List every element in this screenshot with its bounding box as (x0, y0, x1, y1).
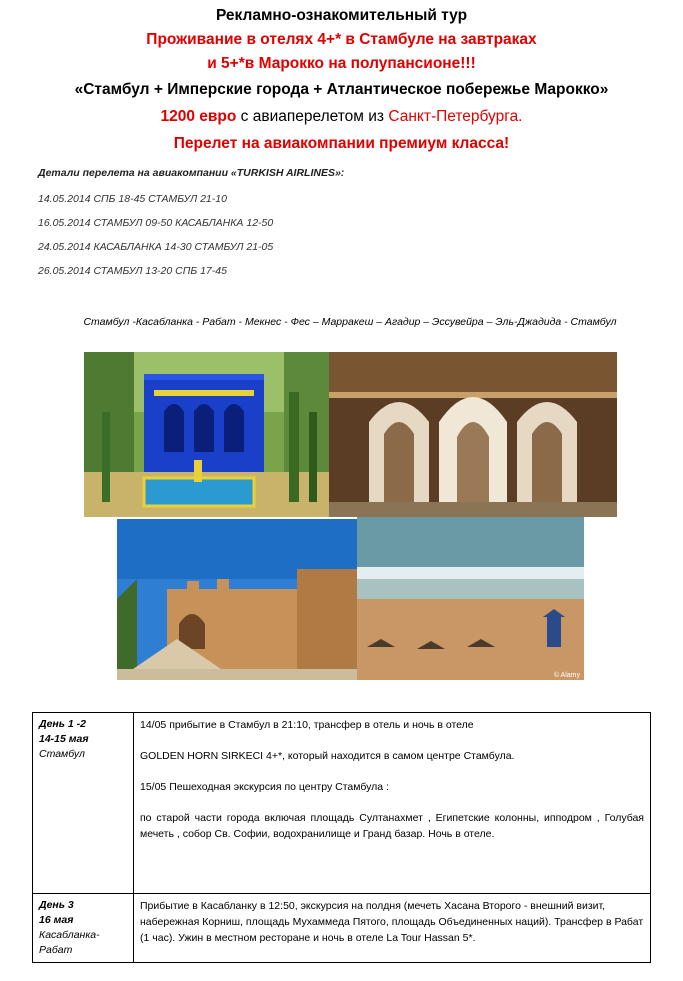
day-cell (33, 894, 134, 963)
price: 1200 евро (160, 108, 237, 125)
morocco-hotel-line: и 5+*в Марокко на полупансионе!!! (207, 55, 476, 72)
premium-line: Перелет на авиакомпании премиум класса! (173, 135, 510, 152)
flight-line: 14.05.2014 СПБ 18-45 СТАМБУЛ 21-10 (38, 193, 227, 205)
price-mid: с авиаперелетом из (236, 108, 389, 125)
flight-line: 16.05.2014 СТАМБУЛ 09-50 КАСАБЛАНКА 12-50 (38, 217, 274, 229)
istanbul-hotel-line: Проживание в отелях 4+* в Стамбуле на завтраках (146, 31, 537, 48)
mosque-interior-photo (329, 352, 617, 517)
beach-photo (357, 517, 584, 680)
day-place: Стамбул (39, 748, 85, 760)
rabat-kasbah-photo (117, 519, 357, 680)
itinerary-route: Стамбул -Касабланка - Рабат - Мекнес - Фес – Марракеш – Агадир – Эссувейра – Эль-Джадида - Стамбул (83, 316, 617, 328)
description-paragraph: GOLDEN HORN SIRKECI 4+*, который находится в самом центре Стамбула. (140, 750, 515, 762)
majorelle-garden-photo (84, 352, 329, 517)
flight-line: 24.05.2014 КАСАБЛАНКА 14-30 СТАМБУЛ 21-05 (38, 241, 274, 253)
table-row (33, 713, 651, 894)
flight-line: 26.05.2014 СТАМБУЛ 13-20 СПБ 17-45 (38, 265, 227, 277)
day-description (134, 713, 651, 894)
day-cell (33, 713, 134, 894)
description-paragraph: 15/05 Пешеходная экскурсия по центру Стамбула : (140, 781, 389, 793)
flight-title: Детали перелета на авиакомпании «TURKISH AIRLINES»: (38, 167, 345, 179)
day-dates: 14-15 мая (39, 733, 89, 745)
tour-title: Рекламно-ознакомительный тур (215, 7, 468, 24)
description-paragraph: 14/05 прибытие в Стамбул в 21:10, трансфер в отель и ночь в отеле (140, 719, 474, 731)
photo-credit: © Alamy (553, 672, 580, 679)
day-place: Касабланка-Рабат (39, 929, 100, 956)
table-row (33, 894, 651, 963)
day-label: День 3 (39, 899, 74, 911)
description-paragraph: по старой части города включая площадь Султанахмет , Египетские колонны, ипподром , Голубая мечеть , собор Св. Софии, водохранилище и Гранд базар. Ночь в отеле. (140, 812, 644, 840)
program-table (32, 712, 651, 963)
route-title: «Стамбул + Имперские города + Атлантическое побережье Марокко» (74, 81, 609, 98)
day-description: Прибытие в Касабланку в 12:50, экскурсия на полдня (мечеть Хасана Второго - внешний визит, набережная Корниш, площадь Мухаммеда Пятого, площадь Объединенных наций). Трансфер в Рабат (1 час). Ужин в местном ресторане и ночь в отеле La Tour Hassan 5*. (134, 894, 651, 963)
day-label: День 1 -2 (39, 718, 87, 730)
departure-city: Санкт-Петербурга. (388, 108, 523, 125)
price-line (0, 105, 683, 129)
day-dates: 16 мая (39, 914, 74, 926)
